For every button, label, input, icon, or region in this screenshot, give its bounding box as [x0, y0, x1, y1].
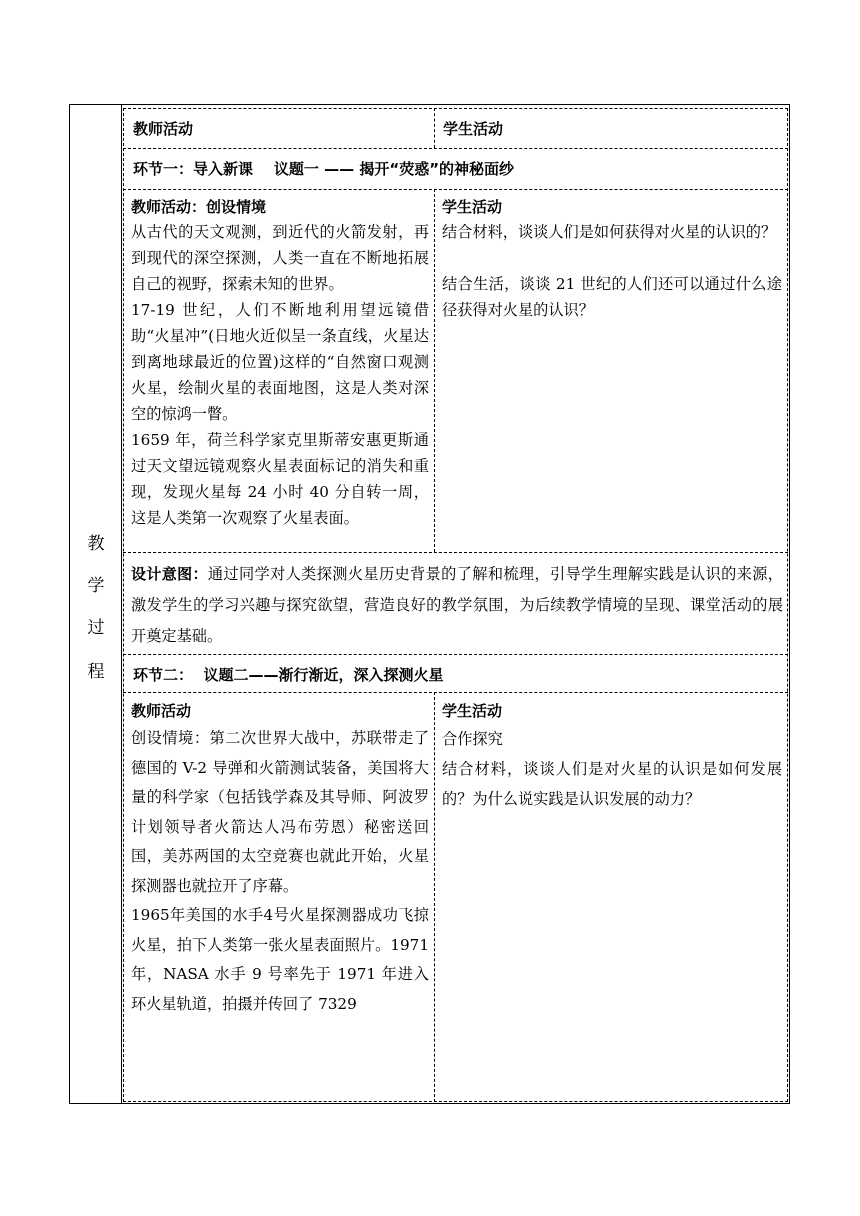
- column-divider: [434, 108, 435, 148]
- side-column: [70, 105, 122, 1103]
- row-divider: [123, 552, 788, 553]
- section-2-student-task: 合作探究: [442, 730, 503, 748]
- section-1-teacher-paragraph: 从古代的天文观测，到近代的火箭发射，再到现代的深空探测，人类一直在不断地拓展自己的视野，探索未知的世界。: [131, 223, 429, 293]
- section-2-student-title: 学生活动: [442, 702, 503, 720]
- section-2-teacher-paragraph: 创设情境：第二次世界大战中，苏联带走了德国的 V-2 导弹和火箭测试装备，美国将大量的科学家（包括钱学森及其导师、阿波罗计划领导者火箭达人冯布劳恩）秘密送回国，美苏两国的太空竞赛也就此开始，火星探测器也就拉开了序幕。: [131, 729, 429, 895]
- section-1-student-question: 结合材料，谈谈人们是如何获得对火星的认识的？: [442, 223, 777, 241]
- row-divider: [123, 654, 788, 655]
- student-activity-header: 学生活动: [443, 120, 504, 138]
- side-label-char: 过: [87, 618, 105, 638]
- section-2-student-cell: [442, 698, 782, 814]
- section-1-teacher-title: 教师活动：创设情境: [131, 198, 267, 216]
- row-divider: [123, 692, 788, 693]
- section-2-title: 环节二： 议题二——渐行渐近，深入探测火星: [133, 666, 444, 684]
- column-divider: [434, 692, 435, 1102]
- design-intent-text: 通过同学对人类探测火星历史背景的了解和梳理，引导学生理解实践是认识的来源，激发学生的学习兴趣与探究欲望，营造良好的教学氛围，为后续教学情境的呈现、课堂活动的展开奠定基础。: [131, 565, 783, 645]
- side-label-char: 程: [87, 662, 105, 682]
- side-label-char: 学: [87, 576, 105, 596]
- column-divider: [434, 189, 435, 552]
- section-2-student-question: 结合材料，谈谈人们是对火星的认识是如何发展的？为什么说实践是认识发展的动力？: [442, 760, 782, 808]
- section-1-student-question: 结合生活，谈谈 21 世纪的人们还可以通过什么途径获得对火星的认识？: [442, 275, 782, 319]
- design-intent: [131, 559, 783, 652]
- teacher-activity-header: 教师活动: [133, 120, 194, 138]
- section-2-teacher-title: 教师活动: [131, 702, 192, 720]
- design-intent-label: 设计意图：: [131, 565, 208, 583]
- section-1-title: 环节一：导入新课 议题一 —— 揭开“荧惑”的神秘面纱: [133, 160, 515, 178]
- design-intent-cell: [131, 559, 783, 652]
- section-1-teacher-paragraph: 17-19 世纪，人们不断地利用望远镜借助“火星冲”(日地火近似呈一条直线，火星达到离地球最近的位置)这样的“自然窗口观测火星，绘制火星的表面地图，这是人类对深空的惊鸿一瞥。: [131, 301, 429, 423]
- section-1-teacher-paragraph: 1659 年，荷兰科学家克里斯蒂安惠更斯通过天文望远镜观察火星表面标记的消失和重现，发现火星每 24 小时 40 分自转一周，这是人类第一次观察了火星表面。: [131, 431, 429, 527]
- section-1-teacher-cell: [131, 195, 429, 531]
- row-divider: [123, 148, 788, 149]
- side-label-char: 教: [87, 534, 105, 554]
- section-2-teacher-paragraph: 1965年美国的水手4号火星探测器成功飞掠火星，拍下人类第一张火星表面照片。1971 年，NASA 水手 9 号率先于 1971 年进入环火星轨道，拍摄并传回了 7329: [131, 906, 429, 1013]
- row-divider: [123, 189, 788, 190]
- section-1-student-title: 学生活动: [442, 198, 503, 216]
- section-1-student-cell: [442, 195, 782, 323]
- section-2-teacher-cell: [131, 698, 429, 1019]
